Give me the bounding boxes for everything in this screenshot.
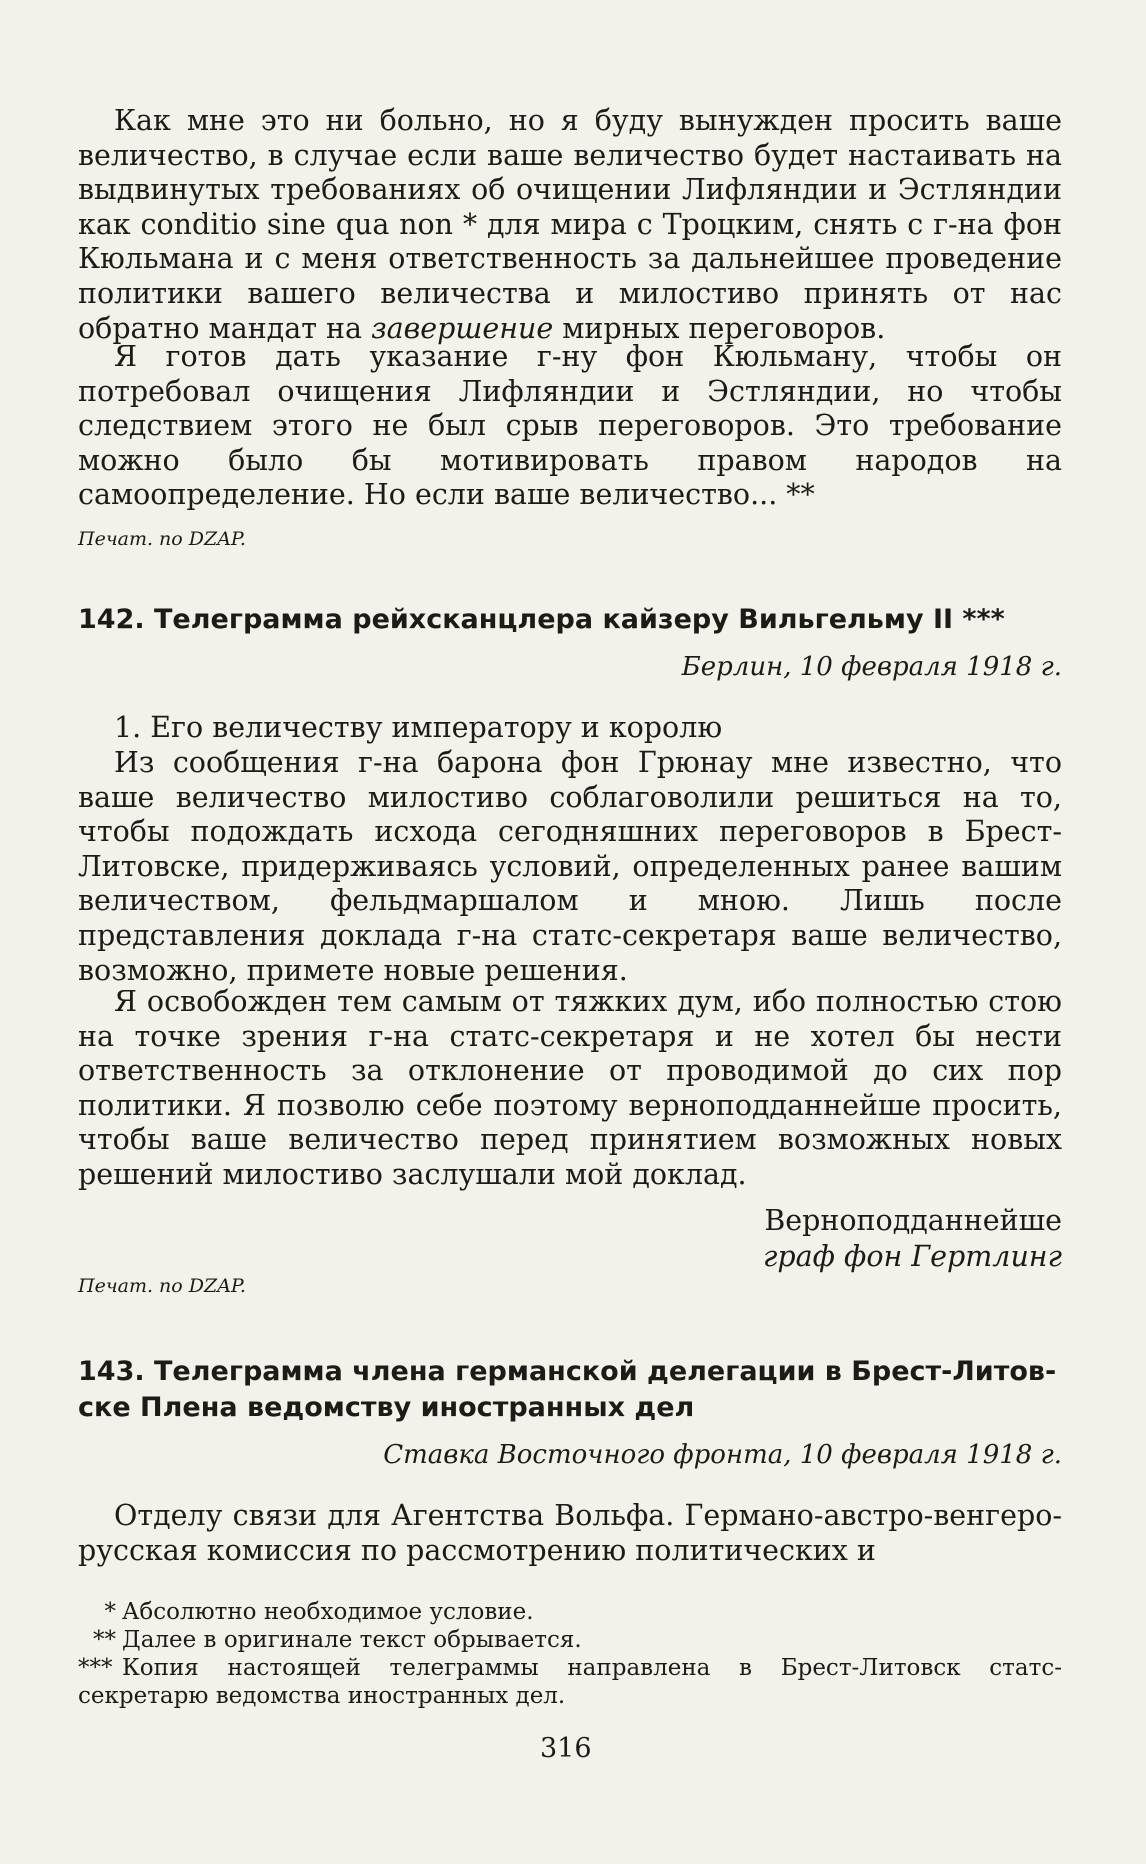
footnote-1 [78, 1598, 1062, 1626]
doc-142-closing: Верноподданнейше [764, 1204, 1062, 1237]
footnote-3 [78, 1654, 1062, 1710]
doc-142-addressee: 1. Его величеству императору и королю [114, 711, 723, 744]
intro-paragraph-1-emphasis: завершение [371, 311, 554, 345]
doc-142-paragraph-1: Из сообщения г-на барона фон Грюнау мне известно, что ваше величество милостиво соблаговолили решиться на то, чтобы подождать исхода сегодняшних переговоров в Брест-Литовске, придерживаясь условий, определенных ранее вашим величеством, фельдмаршалом и мною. Лишь после представления доклада г-на статс-секретаря ваше величество, возможно, примете новые решения. [78, 746, 1062, 987]
footnote-1-mark: * [104, 1599, 116, 1625]
footnote-2-text: Далее в оригинале текст обрывается. [122, 1627, 582, 1653]
footnote-2 [78, 1626, 1062, 1654]
footnote-3-text: Копия настоящей телеграммы направлена в Брест-Литовск статс-секретарю ведомства иностранных дел. [78, 1655, 1062, 1709]
doc-143-heading-line-2: ске Плена ведомству иностранных дел [78, 1392, 695, 1423]
intro-paragraph-1 [78, 104, 1062, 346]
doc-142-paragraph-2: Я освобожден тем самым от тяжких дум, ибо полностью стою на точке зрения г-на статс-секретаря и не хотел бы нести ответственность за отклонение от проводимой до сих пор политики. Я позволю себе поэтому верноподданнейше просить, чтобы ваше величество перед принятием возможных новых решений милостиво заслушали мой доклад. [78, 985, 1062, 1191]
intro-paragraph-1-end: мирных переговоров. [562, 311, 886, 345]
source-note-1: Печат. по DZAP. [78, 528, 246, 550]
doc-143-paragraph-1: Отделу связи для Агентства Вольфа. Германо-австро-венгеро-русская комиссия по рассмотрению политических и [78, 1499, 1062, 1567]
footnote-3-mark: *** [78, 1655, 113, 1681]
intro-paragraph-1-text: Как мне это ни больно, но я буду вынужден просить ваше величество, в случае если ваше величество будет настаивать на выдвинутых требованиях об очищении Лифляндии и Эстляндии как conditio sine qua non * для мира с Троцким, снять с г-на фон Кюльмана и с меня ответственность за дальнейшее проведение политики вашего величества и милостиво принять от нас обратно мандат на [78, 104, 1062, 345]
footnote-2-mark: ** [93, 1627, 116, 1653]
source-note-2: Печат. по DZAP. [78, 1275, 246, 1297]
doc-142-heading: 142. Телеграмма рейхсканцлера кайзеру Вильгельму II *** [78, 604, 1005, 635]
page-number: 316 [540, 1733, 592, 1764]
doc-142-signature: граф фон Гертлинг [763, 1240, 1062, 1273]
footnote-1-text: Абсолютно необходимое условие. [122, 1599, 534, 1625]
doc-143-heading-line-1: 143. Телеграмма члена германской делегации в Брест-Литов- [78, 1356, 1057, 1387]
doc-142-dateline: Берлин, 10 февраля 1918 г. [681, 652, 1062, 682]
intro-paragraph-2: Я готов дать указание г-ну фон Кюльману, чтобы он потребовал очищения Лифляндии и Эстляндии, но чтобы следствием этого не был срыв переговоров. Это требование можно было бы мотивировать правом народов на самоопределение. Но если ваше величество... ** [78, 340, 1062, 512]
doc-143-dateline: Ставка Восточного фронта, 10 февраля 1918 г. [383, 1440, 1062, 1470]
